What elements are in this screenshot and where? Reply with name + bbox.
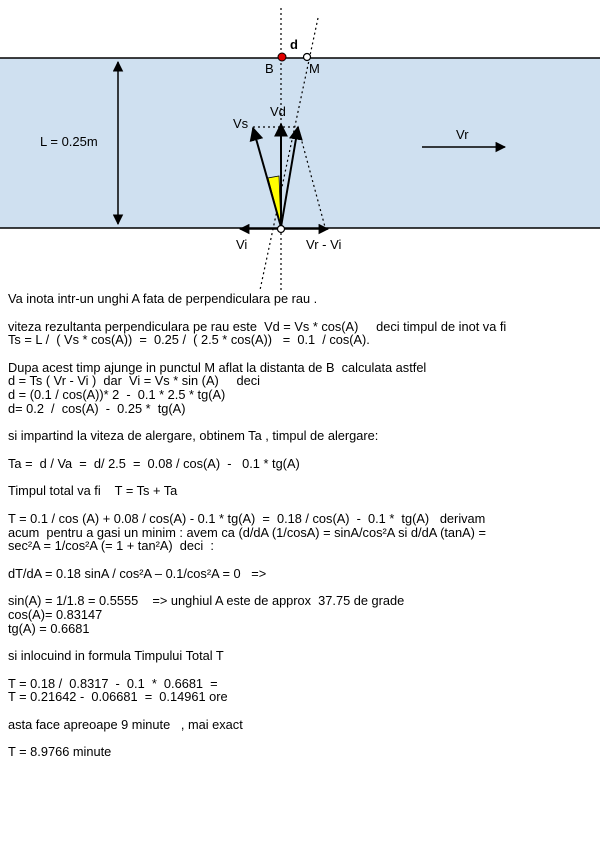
solution-text bbox=[8, 292, 596, 759]
text-line: d = (0.1 / cos(A))* 2 - 0.1 * 2.5 * tg(A) bbox=[8, 386, 226, 402]
line-gap bbox=[8, 470, 596, 484]
river-swimming-diagram bbox=[0, 0, 600, 290]
label-Vr-minus-Vi: Vr - Vi bbox=[306, 237, 342, 252]
line-gap bbox=[8, 663, 596, 677]
text-line: acum pentru a gasi un minim : avem ca (d/dA (1/cosA) = sinA/cos²A si d/dA (tanA) = bbox=[8, 524, 486, 540]
line-gap bbox=[8, 635, 596, 649]
text-line: T = 8.9766 minute bbox=[8, 744, 112, 760]
line-gap bbox=[8, 580, 596, 594]
line-gap bbox=[8, 731, 596, 745]
line-gap bbox=[8, 704, 596, 718]
label-L: L = 0.25m bbox=[40, 134, 98, 149]
text-line: si impartind la viteza de alergare, obtinem Ta , timpul de alergare: bbox=[8, 428, 379, 444]
label-Vd: Vd bbox=[270, 104, 286, 119]
label-B: B bbox=[265, 61, 274, 76]
text-line: d = Ts ( Vr - Vi ) dar Vi = Vs * sin (A) deci bbox=[8, 373, 260, 389]
text-line: Ta = d / Va = d/ 2.5 = 0.08 / cos(A) - 0.1 * tg(A) bbox=[8, 455, 300, 471]
text-line: Dupa acest timp ajunge in punctul M aflat la distanta de B calculata astfel bbox=[8, 359, 427, 375]
text-line: tg(A) = 0.6681 bbox=[8, 620, 90, 636]
start-point bbox=[278, 226, 285, 233]
label-Vi: Vi bbox=[236, 237, 248, 252]
text-line: T = 0.18 / 0.8317 - 0.1 * 0.6681 = bbox=[8, 675, 218, 691]
line-gap bbox=[8, 443, 596, 457]
text-line: sec²A = 1/cos²A (= 1 + tan²A) deci : bbox=[8, 538, 214, 554]
line-gap bbox=[8, 498, 596, 512]
text-line: d= 0.2 / cos(A) - 0.25 * tg(A) bbox=[8, 400, 186, 416]
text-line: dT/dA = 0.18 sinA / cos²A – 0.1/cos²A = 0 => bbox=[8, 565, 267, 581]
text-line: si inlocuind in formula Timpului Total T bbox=[8, 648, 224, 664]
text-line: T = 0.21642 - 0.06681 = 0.14961 ore bbox=[8, 689, 228, 705]
point-M bbox=[304, 54, 311, 61]
line-gap bbox=[8, 553, 596, 567]
label-d: d bbox=[290, 37, 298, 52]
label-Vr: Vr bbox=[456, 127, 469, 142]
text-line: viteza rezultanta perpendiculara pe rau este Vd = Vs * cos(A) deci timpul de inot va fi bbox=[8, 318, 507, 334]
text-line: Ts = L / ( Vs * cos(A)) = 0.25 / ( 2.5 * cos(A)) = 0.1 / cos(A). bbox=[8, 332, 370, 348]
label-M: M bbox=[309, 61, 320, 76]
text-line: T = 0.1 / cos (A) + 0.08 / cos(A) - 0.1 * tg(A) = 0.18 / cos(A) - 0.1 * tg(A) derivam bbox=[8, 510, 486, 526]
text-line: Va inota intr-un unghi A fata de perpendiculara pe rau . bbox=[8, 291, 318, 306]
line-gap bbox=[8, 347, 596, 361]
text-line: sin(A) = 1/1.8 = 0.5555 => unghiul A este de approx 37.75 de grade bbox=[8, 593, 405, 609]
label-Vs: Vs bbox=[233, 116, 249, 131]
line-gap bbox=[8, 306, 596, 320]
text-line: asta face apreoape 9 minute , mai exact bbox=[8, 716, 243, 732]
text-line: cos(A)= 0.83147 bbox=[8, 606, 103, 622]
line-gap bbox=[8, 415, 596, 429]
point-B bbox=[278, 53, 286, 61]
text-line: Timpul total va fi T = Ts + Ta bbox=[8, 483, 178, 499]
